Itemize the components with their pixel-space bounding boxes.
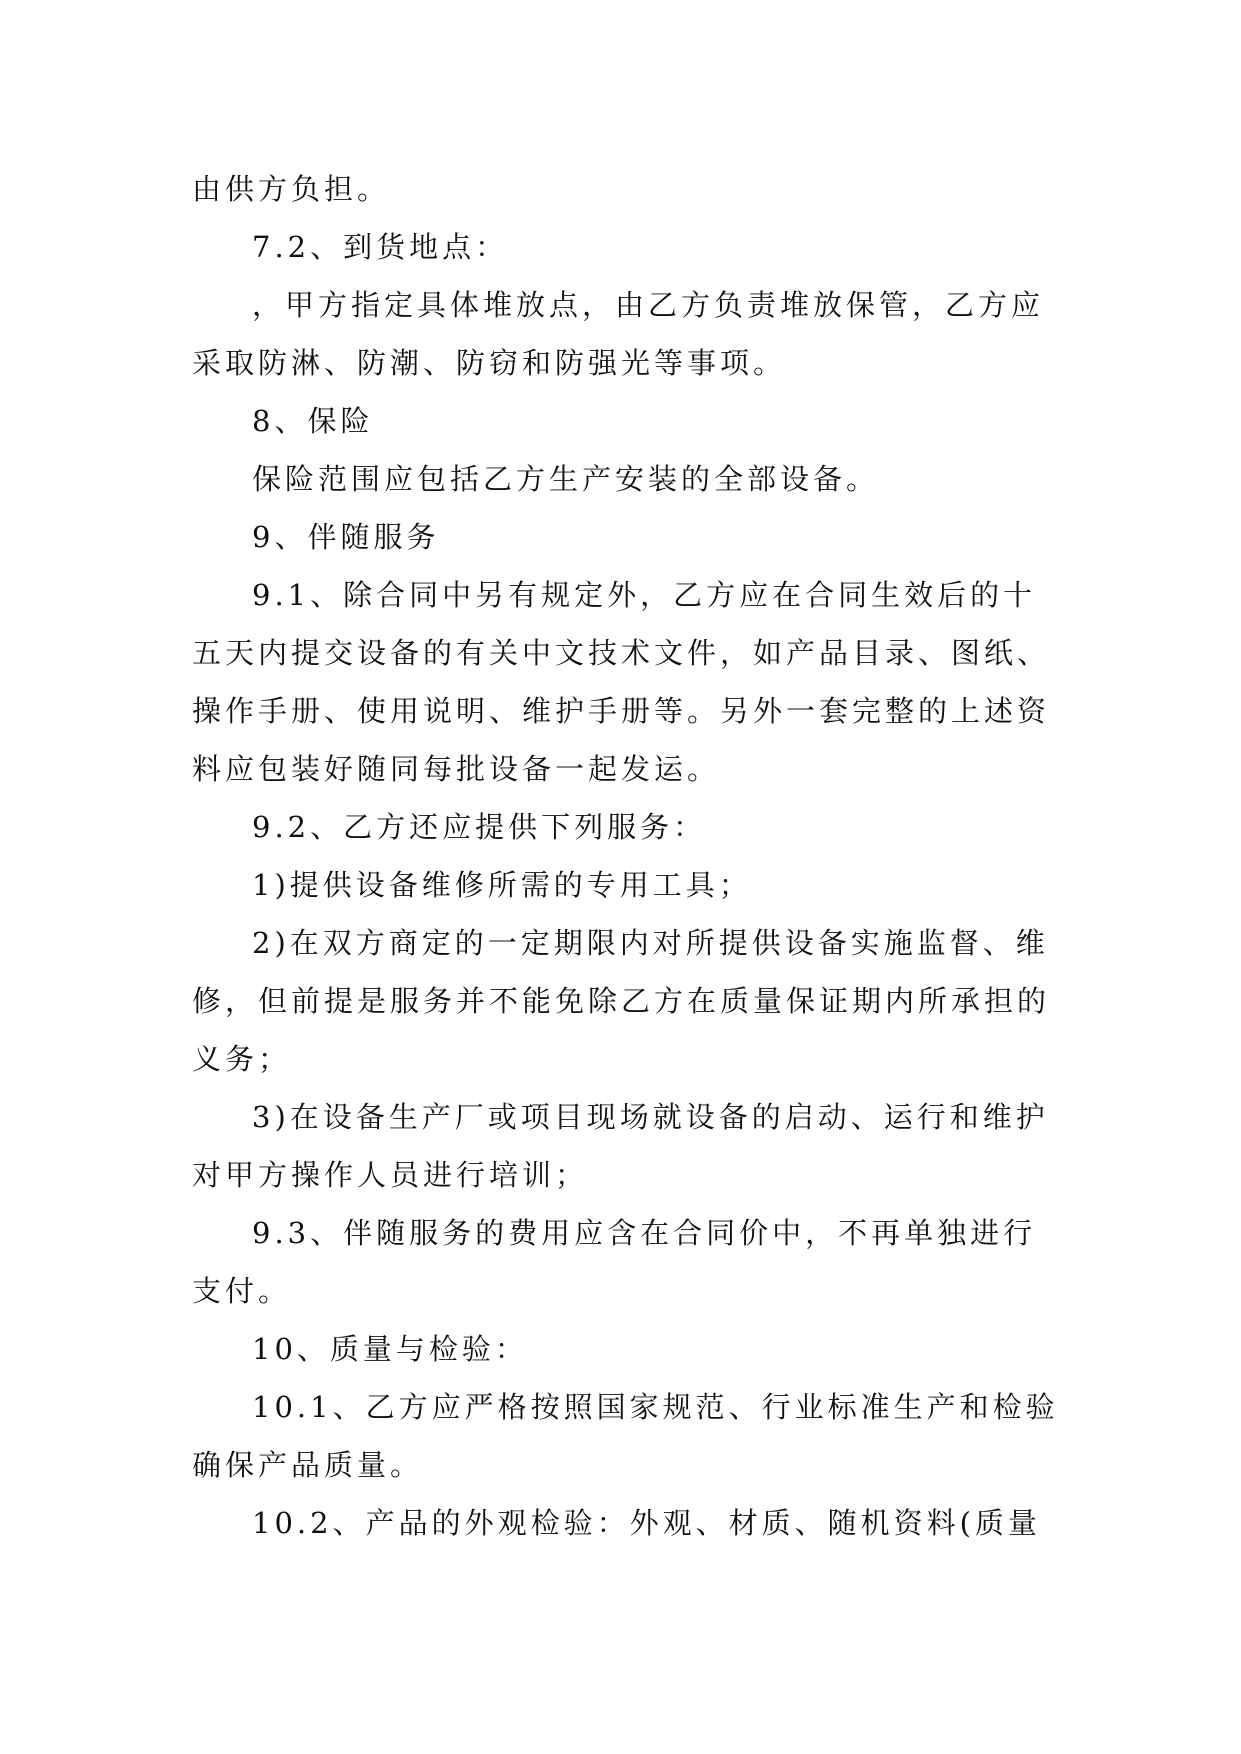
text-line: 操作手册、使用说明、维护手册等。另外一套完整的上述资	[192, 694, 1051, 728]
text-line: 义务；	[192, 1042, 292, 1076]
text-line: 由供方负担。	[192, 172, 391, 206]
text-line: 10.1、乙方应严格按照国家规范、行业标准生产和检验	[252, 1390, 1059, 1424]
text-line: 修，但前提是服务并不能免除乙方在质量保证期内所承担的	[192, 984, 1051, 1018]
list-item: 1)提供设备维修所需的专用工具；	[252, 868, 752, 902]
text-line: 9.1、除合同中另有规定外，乙方应在合同生效后的十	[252, 578, 1037, 612]
text-line: 对甲方操作人员进行培训；	[192, 1158, 589, 1192]
text-line: 7.2、到货地点：	[252, 230, 509, 264]
document-body	[192, 160, 1062, 1552]
text-line: 五天内提交设备的有关中文技术文件，如产品目录、图纸、	[192, 636, 1051, 670]
text-line: 9.2、乙方还应提供下列服务：	[252, 810, 707, 844]
text-line: 保险范围应包括乙方生产安装的全部设备。	[252, 462, 880, 496]
list-item: 2)在双方商定的一定期限内对所提供设备实施监督、维	[252, 926, 1049, 960]
text-line: 9.3、伴随服务的费用应含在合同价中，不再单独进行	[252, 1216, 1037, 1250]
section-heading: 8、保险	[252, 404, 374, 438]
text-line: 采取防淋、防潮、防窃和防强光等事项。	[192, 346, 787, 380]
list-item: 3)在设备生产厂或项目现场就设备的启动、运行和维护	[252, 1100, 1049, 1134]
section-heading: 10、质量与检验：	[252, 1332, 528, 1366]
text-line: 10.2、产品的外观检验：外观、材质、随机资料(质量	[252, 1506, 1041, 1540]
section-heading: 9、伴随服务	[252, 520, 440, 554]
text-line: 确保产品质量。	[192, 1448, 424, 1482]
text-line: 支付。	[192, 1274, 292, 1308]
text-line: 料应包装好随同每批设备一起发运。	[192, 752, 721, 786]
text-line: ，甲方指定具体堆放点，由乙方负责堆放保管，乙方应	[252, 288, 1045, 322]
